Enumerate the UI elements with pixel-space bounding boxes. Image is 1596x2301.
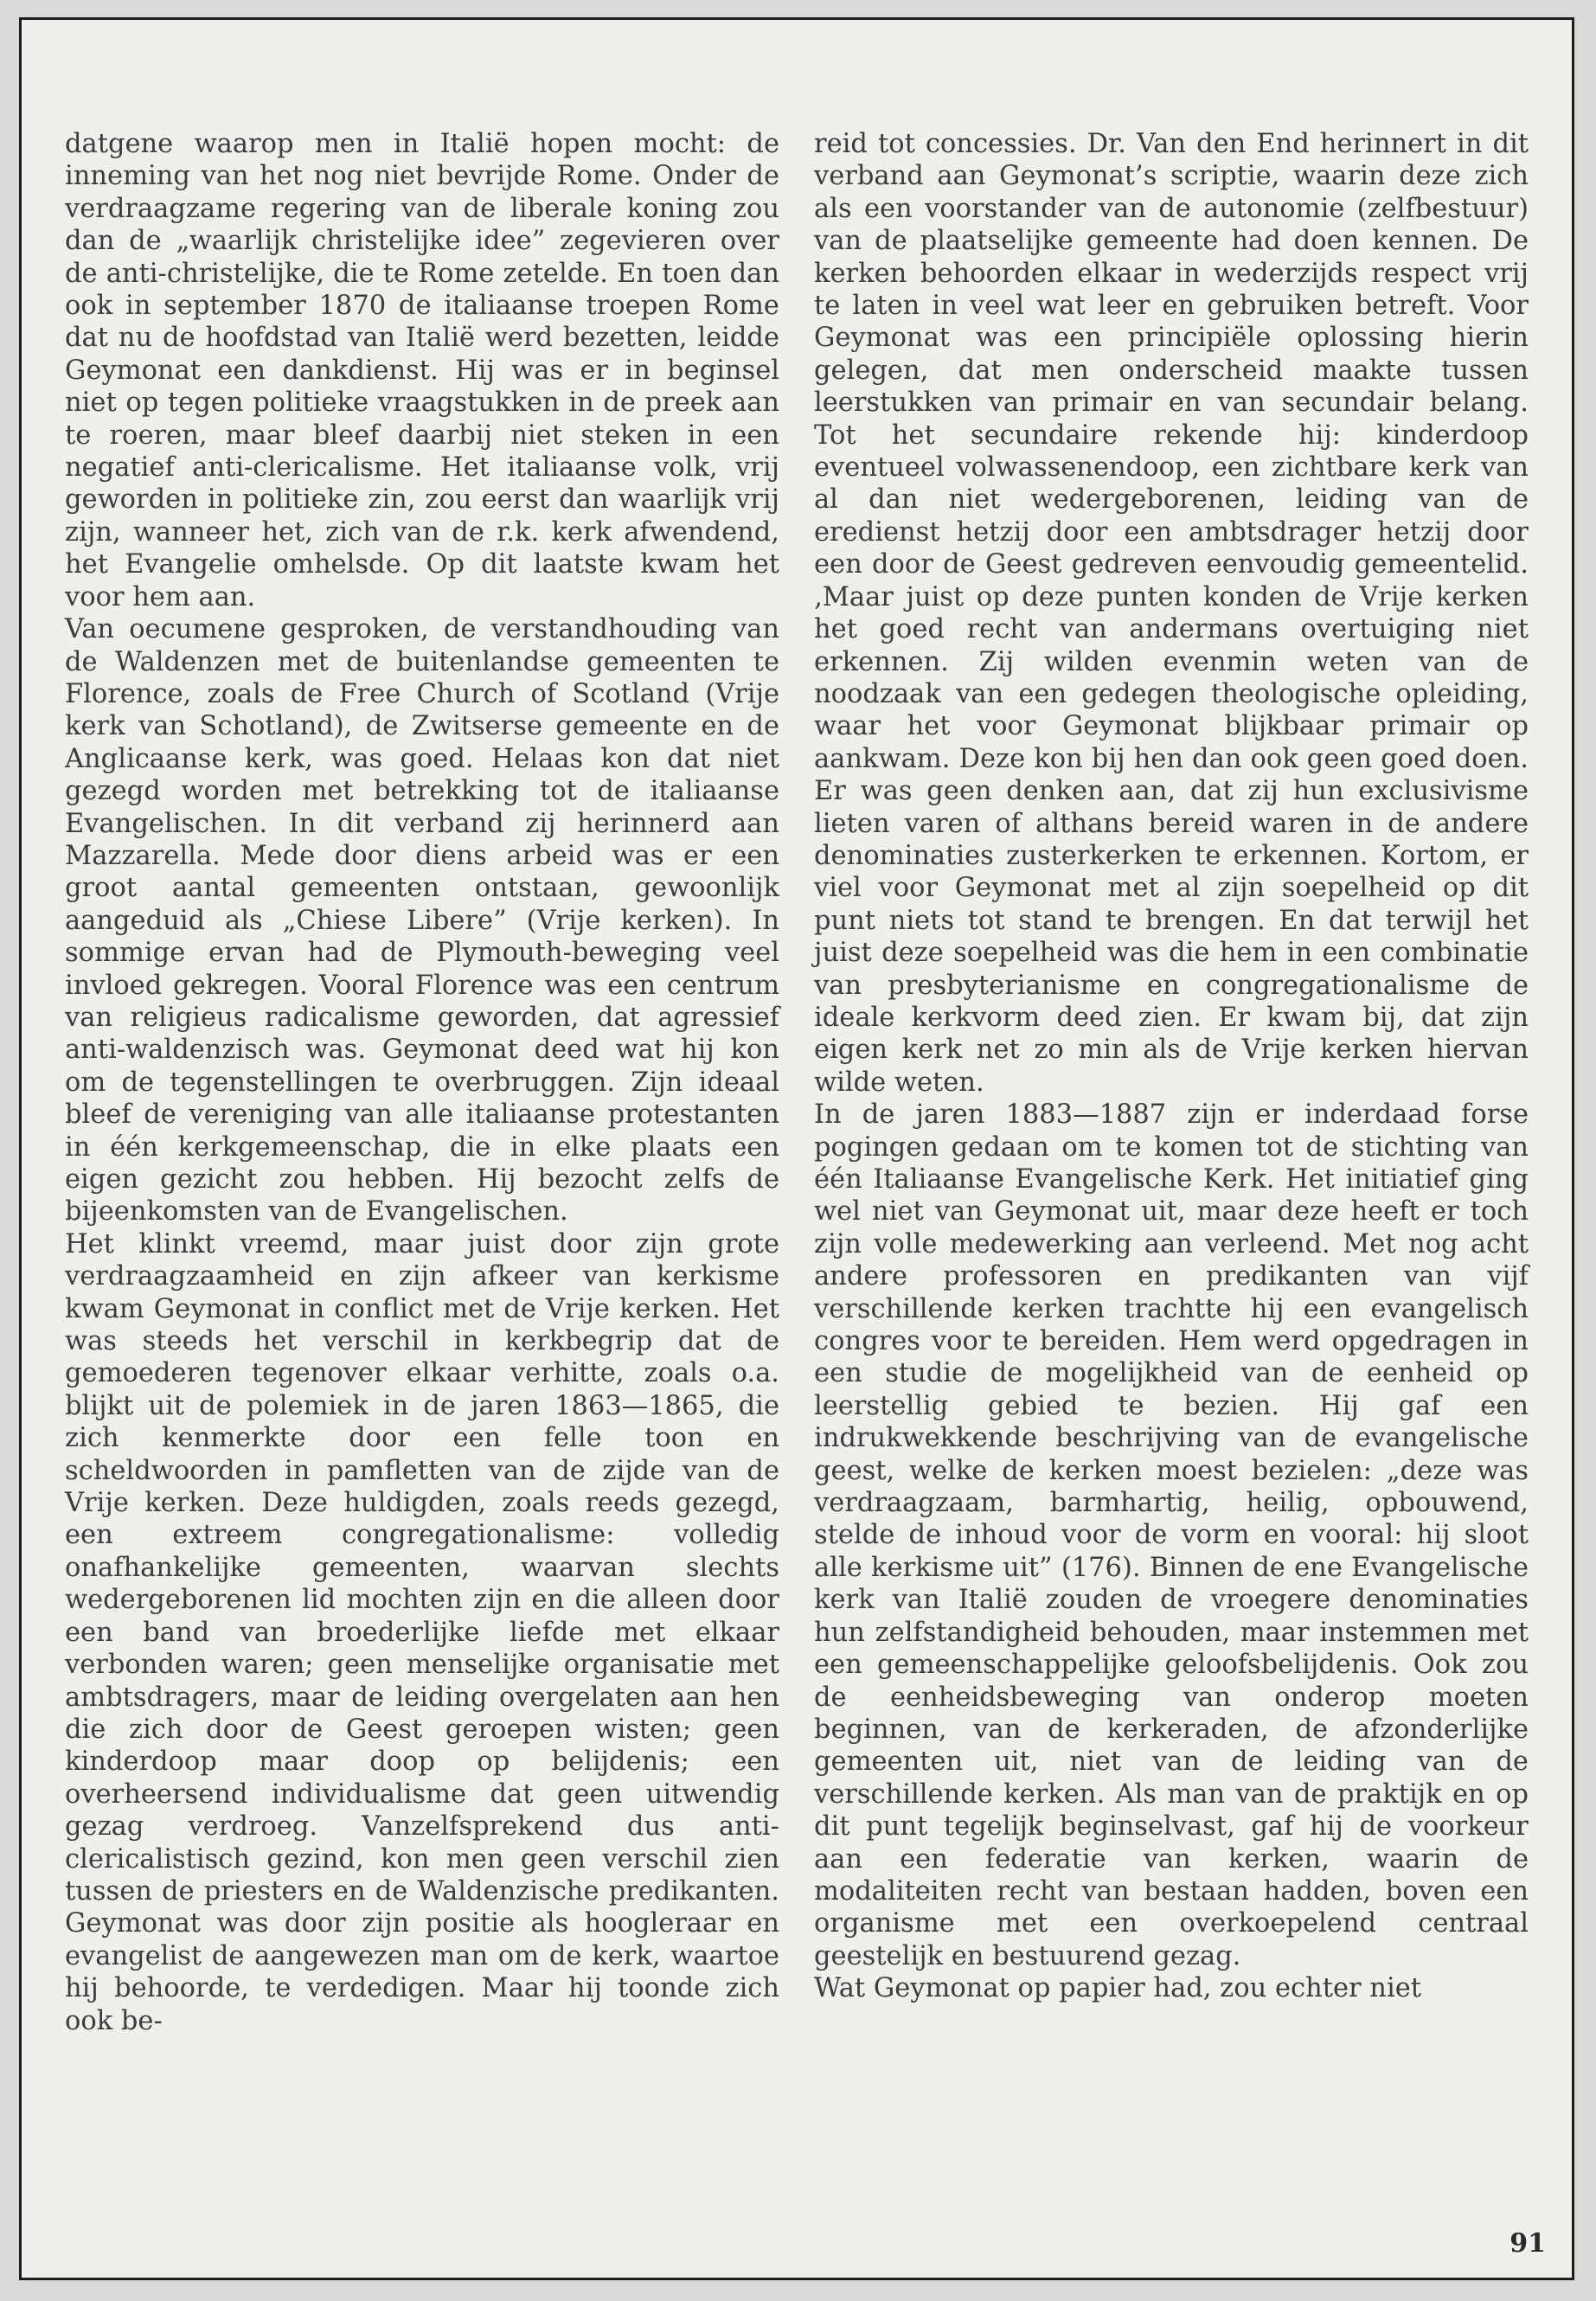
- left-column: [65, 128, 779, 2037]
- paragraph: Het klinkt vreemd, maar juist door zijn grote verdraagzaamheid en zijn afkeer van kerkisme kwam Geymonat in conflict met de Vrije kerken. Het was steeds het verschil in kerkbegrip dat de gemoederen tegenover elkaar verhitte, zoals o.a. blijkt uit de polemiek in de jaren 1863—1865, die zich kenmerkte door een felle toon en scheldwoorden in pamfletten van de zijde van de Vrije kerken. Deze huldigden, zoals reeds gezegd, een extreem congregationalisme: volledig onafhankelijke gemeenten, waarvan slechts wedergeborenen lid mochten zijn en die alleen door een band van broederlijke liefde met elkaar verbonden waren; geen menselijke organisatie met ambtsdragers, maar de leiding overgelaten aan hen die zich door de Geest geroepen wisten; geen kinderdoop maar doop op belijdenis; een overheersend individualisme dat geen uitwendig gezag verdroeg. Vanzelfsprekend dus anti-clericalistisch gezind, kon men geen verschil zien tussen de priesters en de Waldenzische predikanten. Geymonat was door zijn positie als hoogleraar en evangelist de aangewezen man om de kerk, waartoe hij behoorde, te verdedigen. Maar hij toonde zich ook be-: [65, 1228, 779, 2036]
- paragraph: datgene waarop men in Italië hopen mocht: de inneming van het nog niet bevrijde Rome. Onder de verdraagzame regering van de liberale koning zou dan de „waarlijk christelijke idee” zegevieren over de anti-christelijke, die te Rome zetelde. En toen dan ook in september 1870 de italiaanse troepen Rome dat nu de hoofdstad van Italië werd bezetten, leidde Geymonat een dankdienst. Hij was er in beginsel niet op tegen politieke vraagstukken in de preek aan te roeren, maar bleef daarbij niet steken in een negatief anti-clericalisme. Het italiaanse volk, vrij geworden in politieke zin, zou eerst dan waarlijk vrij zijn, wanneer het, zich van de r.k. kerk afwendend, het Evangelie omhelsde. Op dit laatste kwam het voor hem aan.: [65, 129, 779, 612]
- paragraph: In de jaren 1883—1887 zijn er inderdaad forse pogingen gedaan om te komen tot de stichting van één Italiaanse Evangelische Kerk. Het initiatief ging wel niet van Geymonat uit, maar deze heeft er toch zijn volle medewerking aan verleend. Met nog acht andere professoren en predikanten van vijf verschillende kerken trachtte hij een evangelisch congres voor te bereiden. Hem werd opgedragen in een studie de mogelijkheid van de eenheid op leerstellig gebied te bezien. Hij gaf een indrukwekkende beschrijving van de evangelische geest, welke de kerken moest bezielen: „deze was verdraagzaam, barmhartig, heilig, opbouwend, stelde de inhoud voor de vorm en vooral: hij sloot alle kerkisme uit” (176). Binnen de ene Evangelische kerk van Italië zouden de vroegere denominaties hun zelfstandigheid behouden, maar instemmen met een gemeenschappelijke geloofsbelijdenis. Ook zou de eenheidsbeweging van onderop moeten beginnen, van de kerkeraden, de afzonderlijke gemeenten uit, niet van de leiding van de verschillende kerken. Als man van de praktijk en op dit punt tegelijk beginselvast, gaf hij de voorkeur aan een federatie van kerken, waarin de modaliteiten recht van bestaan hadden, boven een organisme met een overkoepelend centraal geestelijk en bestuurend gezag.: [814, 1099, 1529, 1971]
- paragraph: reid tot concessies. Dr. Van den End herinnert in dit verband aan Geymonat’s scriptie, waarin deze zich als een voorstander van de autonomie (zelfbestuur) van de plaatselijke gemeente had doen kennen. De kerken behoorden elkaar in wederzijds respect vrij te laten in veel wat leer en gebruiken betreft. Voor Geymonat was een principiële oplossing hierin gelegen, dat men onderscheid maakte tussen leerstukken van primair en van secundair belang. Tot het secundaire rekende hij: kinderdoop eventueel volwassenendoop, een zichtbare kerk van al dan niet wedergeborenen, leiding van de eredienst hetzij door een ambtsdrager hetzij door een door de Geest gedreven eenvoudig gemeentelid. ‚Maar juist op deze punten konden de Vrije kerken het goed recht van andermans overtuiging niet erkennen. Zij wilden evenmin weten van de noodzaak van een gedegen theologische opleiding, waar het voor Geymonat blijkbaar primair op aankwam. Deze kon bij hen dan ook geen goed doen. Er was geen denken aan, dat zij hun exclusivisme lieten varen of althans bereid waren in de andere denominaties zusterkerken te erkennen. Kortom, er viel voor Geymonat met al zijn soepelheid op dit punt niets tot stand te brengen. En dat terwijl het juist deze soepelheid was die hem in een combinatie van presbyterianisme en congregationalisme de ideale kerkvorm deed zien. Er kwam bij, dat zijn eigen kerk net zo min als de Vrije kerken hiervan wilde weten.: [814, 129, 1529, 1098]
- paragraph: Wat Geymonat op papier had, zou echter niet: [814, 1973, 1422, 2004]
- document-page: [19, 17, 1574, 2280]
- right-column: [814, 128, 1529, 2005]
- paragraph: Van oecumene gesproken, de verstandhouding van de Waldenzen met de buitenlandse gemeenten te Florence, zoals de Free Church of Scotland (Vrije kerk van Schotland), de Zwitserse gemeente en de Anglicaanse kerk, was goed. Helaas kon dat niet gezegd worden met betrekking tot de italiaanse Evangelischen. In dit verband zij herinnerd aan Mazzarella. Mede door diens arbeid was er een groot aantal gemeenten ontstaan, gewoonlijk aangeduid als „Chiese Libere” (Vrije kerken). In sommige ervan had de Plymouth-beweging veel invloed gekregen. Vooral Florence was een centrum van religieus radicalisme geworden, dat agressief anti-waldenzisch was. Geymonat deed wat hij kon om de tegenstellingen te overbruggen. Zijn ideaal bleef de vereniging van alle italiaanse protestanten in één kerkgemeenschap, die in elke plaats een eigen gezicht zou hebben. Hij bezocht zelfs de bijeenkomsten van de Evangelischen.: [65, 614, 779, 1227]
- page-number: 91: [1509, 2228, 1546, 2259]
